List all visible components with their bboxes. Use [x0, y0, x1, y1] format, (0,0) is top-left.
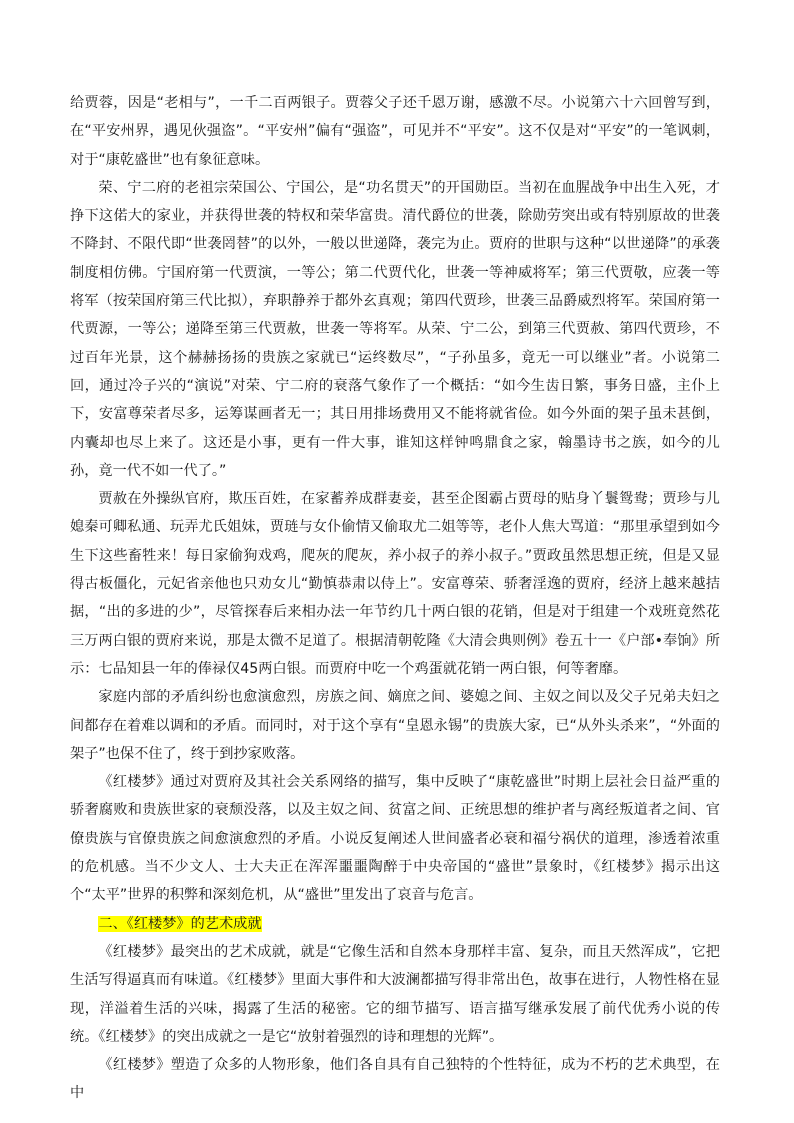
paragraph-5: 《红楼梦》通过对贾府及其社会关系网络的描写，集中反映了“康乾盛世”时期上层社会日益严重的骄奢腐败和贵族世家的衰颓没落，以及主奴之间、贫富之间、正统思想的维护者与离经叛道者之间、官僚贵族与官僚贵族之间愈演愈烈的矛盾。小说反复阐述人世间盛者必衰和福兮祸伏的道理，渗透着浓重的危机感。当不少文人、士大夫正在浑浑噩噩陶醉于中央帝国的“盛世”景象时，《红楼梦》揭示出这个“太平”世界的积弊和深刻危机，从“盛世”里发出了哀音与危言。: [70, 774, 720, 904]
paragraph-6: 《红楼梦》最突出的艺术成就，就是“它像生活和自然本身那样丰富、复杂，而且天然浑成”，它把生活写得逼真而有味道。《红楼梦》里面大事件和大波澜都描写得非常出色，故事在进行，人物性格在显现，洋溢着生活的兴味，揭露了生活的秘密。它的细节描写、语言描写继承发展了前代优秀小说的传统。《红楼梦》的突出成就之一是它“放射着强烈的诗和理想的光辉”。: [70, 943, 720, 1045]
document-body: [70, 89, 720, 1108]
paragraph-3: 贾赦在外操纵官府，欺压百姓，在家蓄养成群妻妾，甚至企图霸占贾母的贴身丫鬟鸳鸯；贾珍与儿媳秦可卿私通、玩弄尤氏姐妹，贾琏与女仆偷情又偷取尤二姐等等，老仆人焦大骂道：“那里承望到如今生下这些畜牲来！每日家偷狗戏鸡，爬灰的爬灰，养小叔子的养小叔子。”贾政虽然思想正统，但是又显得古板僵化，元妃省亲他也只劝女儿“勤慎恭肃以侍上”。安富尊荣、骄奢淫逸的贾府，经济上越来越拮据，“出的多进的少”，尽管探春后来相办法一年节约几十两白银的花销，但是对于组建一个戏班竟然花三万两白银的贾府来说，那是太微不足道了。根据清朝乾隆《大清会典则例》卷五十一《户部•奉饷》所示：七品知县一年的俸禄仅45两白银。而贾府中吃一个鸡蛋就花销一两白银，何等奢靡。: [70, 491, 720, 677]
section-heading-text: 二、《红楼梦》的艺术成就: [98, 915, 262, 932]
section-heading: [70, 910, 720, 938]
paragraph-2: 荣、宁二府的老祖宗荣国公、宁国公，是“功名贯天”的开国勋臣。当初在血腥战争中出生入死，才挣下这偌大的家业，并获得世袭的特权和荣华富贵。清代爵位的世袭，除勋劳突出或有特别原故的世袭不降封、不限代即“世袭罔替”的以外，一般以世递降，袭完为止。贾府的世职与这种“以世递降”的承袭制度相仿佛。宁国府第一代贾演，一等公；第二代贾代化，世袭一等神威将军；第三代贾敬，应袭一等将军（按荣国府第三代比拟），弃职静养于都外玄真观；第四代贾珍，世袭三品爵威烈将军。荣国府第一代贾源，一等公；递降至第三代贾赦，世袭一等将军。从荣、宁二公，到第三代贾赦、第四代贾珍，不过百年光景，这个赫赫扬扬的贵族之家就已“运终数尽”，“子孙虽多，竟无一可以继业”者。小说第二回，通过冷子兴的“演说”对荣、宁二府的衰落气象作了一个概括：“如今生齿日繁，事务日盛，主仆上下，安富尊荣者尽多，运筹谋画者无一；其日用排场费用又不能将就省俭。如今外面的架子虽未甚倒，内囊却也尽上来了。这还是小事，更有一件大事，谁知这样钟鸣鼎食之家，翰墨诗书之族，如今的儿孙，竟一代不如一代了。”: [70, 179, 720, 479]
paragraph-1: 给贾蓉，因是“老相与”，一千二百两银子。贾蓉父子还千恩万谢，感激不尽。小说第六十六回曾写到，在“平安州界，遇见伙强盗”。“平安州”偏有“强盗”，可见并不“平安”。这不仅是对“平安”的一笔讽刺，对于“康乾盛世”也有象征意味。: [70, 95, 720, 168]
paragraph-7: 《红楼梦》塑造了众多的人物形象，他们各自具有自己独特的个性特征，成为不朽的艺术典型，在中: [70, 1057, 720, 1102]
paragraph-4: 家庭内部的矛盾纠纷也愈演愈烈，房族之间、嫡庶之间、婆媳之间、主奴之间以及父子兄弟夫妇之间都存在着难以调和的矛盾。而同时，对于这个享有“皇恩永锡”的贵族大家，已“从外头杀来”，“外面的架子”也保不住了，终于到抄家败落。: [70, 689, 720, 762]
